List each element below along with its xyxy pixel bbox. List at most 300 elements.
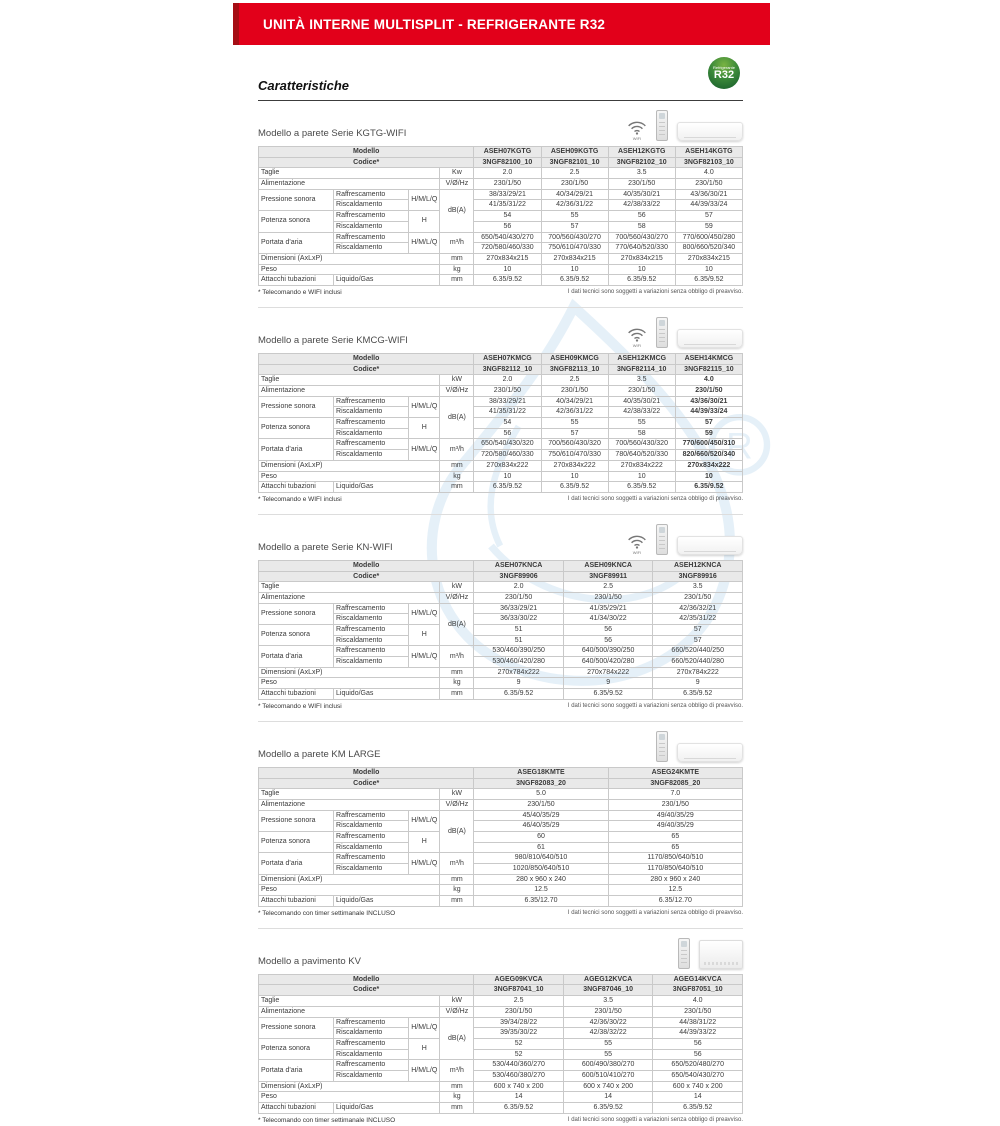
model-code: 3NGF87046_10 — [563, 985, 653, 996]
footnote: * Telecomando e WIFI inclusi — [258, 702, 342, 710]
spec-table-kmcg — [258, 353, 743, 493]
sub-label-raffrescamento: Raffrescamento — [334, 603, 409, 614]
spec-table-kv — [258, 974, 743, 1114]
row-label-taglie: Taglie — [259, 375, 440, 386]
model-name: ASEH12KNCA — [653, 560, 743, 571]
sub-label-liquido-gas: Liquido/Gas — [334, 896, 440, 907]
sub-label-liquido-gas: Liquido/Gas — [334, 482, 440, 493]
row-label-taglie: Taglie — [259, 996, 440, 1007]
footnote: * Telecomando con timer settimanale INCLUSO — [258, 1116, 396, 1124]
sub-label-riscaldamento: Riscaldamento — [334, 864, 409, 875]
section-icons — [627, 524, 743, 555]
remote-control-icon — [656, 317, 668, 348]
unit-kw: kW — [440, 996, 474, 1007]
portata-raffrescamento-value: 640/500/390/250 — [563, 646, 653, 657]
potenza-raffrescamento-value: 55 — [541, 211, 608, 222]
pressione-riscaldamento-value: 41/34/30/22 — [563, 614, 653, 625]
portata-raffrescamento-value: 530/460/390/250 — [474, 646, 564, 657]
remote-control-icon — [656, 524, 668, 555]
row-label-dimensioni: Dimensioni (AxLxP) — [259, 1081, 440, 1092]
model-name: ASEH14KGTG — [675, 147, 742, 158]
unit-m3h: m³/h — [440, 232, 474, 253]
potenza-riscaldamento-value: 56 — [563, 635, 653, 646]
model-name: ASEH12KMCG — [608, 353, 675, 364]
dimensioni-value: 600 x 740 x 200 — [474, 1081, 564, 1092]
potenza-riscaldamento-value: 59 — [675, 428, 742, 439]
pressione-raffrescamento-value: 43/36/30/21 — [675, 396, 742, 407]
attacchi-value: 6.35/9.52 — [474, 689, 564, 700]
section-title: Modello a parete Serie KMCG-WIFI — [258, 334, 408, 346]
potenza-raffrescamento-value: 65 — [608, 831, 742, 842]
model-name: ASEG18KMTE — [474, 767, 608, 778]
unit-kg: kg — [440, 885, 474, 896]
disclaimer: I dati tecnici sono soggetti a variazioni senza obbligo di preavviso. — [567, 702, 743, 709]
dimensioni-value: 270x784x222 — [653, 667, 743, 678]
pressione-riscaldamento-value: 36/33/30/22 — [474, 614, 564, 625]
section-header — [258, 524, 743, 555]
model-code: 3NGF89906 — [474, 571, 564, 582]
pressione-raffrescamento-value: 40/34/29/21 — [541, 189, 608, 200]
unit-kw: kW — [440, 582, 474, 593]
alimentazione-value: 230/1/50 — [608, 386, 675, 397]
unit-m3h: m³/h — [440, 646, 474, 667]
dimensioni-value: 270x834x215 — [608, 253, 675, 264]
qualifier-hmlq: H/M/L/Q — [409, 1017, 440, 1038]
taglie-value: 7.0 — [608, 789, 742, 800]
dimensioni-value: 270x834x215 — [541, 253, 608, 264]
section-header — [258, 317, 743, 348]
portata-raffrescamento-value: 600/490/380/270 — [563, 1060, 653, 1071]
model-code: 3NGF89911 — [563, 571, 653, 582]
unit-voltage: V/Ø/Hz — [440, 592, 474, 603]
footnote: * Telecomando con timer settimanale INCLUSO — [258, 909, 396, 917]
peso-value: 10 — [675, 471, 742, 482]
portata-riscaldamento-value: 820/660/520/340 — [675, 450, 742, 461]
unit-dba: dB(A) — [440, 1017, 474, 1060]
section-footer — [258, 1117, 743, 1126]
sub-label-riscaldamento: Riscaldamento — [334, 407, 409, 418]
row-label-modello: Modello — [259, 560, 474, 571]
wall-unit-image — [677, 329, 743, 348]
alimentazione-value: 230/1/50 — [474, 592, 564, 603]
sub-label-riscaldamento: Riscaldamento — [334, 450, 409, 461]
potenza-raffrescamento-value: 56 — [608, 211, 675, 222]
section-title: Modello a parete Serie KGTG-WIFI — [258, 128, 407, 139]
row-label-alimentazione: Alimentazione — [259, 386, 440, 397]
sub-label-riscaldamento: Riscaldamento — [334, 821, 409, 832]
row-label-taglie: Taglie — [259, 168, 440, 179]
wifi-label: WIFI — [632, 342, 642, 348]
attacchi-value: 6.35/9.52 — [541, 275, 608, 286]
model-name: ASEG24KMTE — [608, 767, 742, 778]
sub-label-riscaldamento: Riscaldamento — [334, 200, 409, 211]
model-code: 3NGF82115_10 — [675, 364, 742, 375]
alimentazione-value: 230/1/50 — [653, 1006, 743, 1017]
row-label-codice: Codice* — [259, 985, 474, 996]
unit-mm: mm — [440, 482, 474, 493]
model-code: 3NGF87051_10 — [653, 985, 743, 996]
attacchi-value: 6.35/9.52 — [563, 1103, 653, 1114]
alimentazione-value: 230/1/50 — [541, 386, 608, 397]
alimentazione-value: 230/1/50 — [474, 799, 608, 810]
r32-badge-subtitle: Refrigerante — [712, 64, 735, 70]
pressione-raffrescamento-value: 49/40/35/29 — [608, 810, 742, 821]
wifi-label: WIFI — [632, 549, 642, 555]
unit-voltage: V/Ø/Hz — [440, 1006, 474, 1017]
unit-dba: dB(A) — [440, 603, 474, 646]
disclaimer: I dati tecnici sono soggetti a variazioni senza obbligo di preavviso. — [567, 909, 743, 916]
potenza-raffrescamento-value: 54 — [474, 418, 541, 429]
portata-riscaldamento-value: 770/640/520/330 — [608, 243, 675, 254]
unit-kw: Kw — [440, 168, 474, 179]
taglie-value: 2.5 — [474, 996, 564, 1007]
taglie-value: 4.0 — [653, 996, 743, 1007]
peso-value: 9 — [563, 678, 653, 689]
unit-m3h: m³/h — [440, 853, 474, 874]
sub-label-raffrescamento: Raffrescamento — [334, 1060, 409, 1071]
potenza-riscaldamento-value: 57 — [541, 428, 608, 439]
sub-label-riscaldamento: Riscaldamento — [334, 657, 409, 668]
unit-kg: kg — [440, 264, 474, 275]
model-code: 3NGF82102_10 — [608, 157, 675, 168]
unit-mm: mm — [440, 253, 474, 264]
dimensioni-value: 270x834x215 — [675, 253, 742, 264]
section-kn-wifi — [258, 514, 743, 712]
model-name: ASEH07KMCG — [474, 353, 541, 364]
potenza-raffrescamento-value: 60 — [474, 831, 608, 842]
portata-raffrescamento-value: 660/520/440/250 — [653, 646, 743, 657]
portata-raffrescamento-value: 650/540/430/270 — [474, 232, 541, 243]
taglie-value: 2.5 — [563, 582, 653, 593]
pressione-riscaldamento-value: 44/39/33/24 — [675, 200, 742, 211]
unit-kg: kg — [440, 1092, 474, 1103]
unit-mm: mm — [440, 275, 474, 286]
section-kgtg-wifi — [258, 101, 743, 298]
portata-riscaldamento-value: 530/460/420/280 — [474, 657, 564, 668]
row-label-modello: Modello — [259, 974, 474, 985]
dimensioni-value: 600 x 740 x 200 — [563, 1081, 653, 1092]
unit-dba: dB(A) — [440, 189, 474, 232]
section-title: Modello a pavimento KV — [258, 955, 361, 967]
potenza-raffrescamento-value: 56 — [563, 625, 653, 636]
disclaimer: I dati tecnici sono soggetti a variazioni senza obbligo di preavviso. — [567, 1116, 743, 1123]
pressione-raffrescamento-value: 38/33/29/21 — [474, 396, 541, 407]
potenza-riscaldamento-value: 52 — [474, 1049, 564, 1060]
pressione-raffrescamento-value: 40/35/30/21 — [608, 189, 675, 200]
potenza-riscaldamento-value: 61 — [474, 842, 608, 853]
potenza-riscaldamento-value: 57 — [541, 221, 608, 232]
attacchi-value: 6.35/9.52 — [675, 275, 742, 286]
row-label-portata-aria: Portata d'aria — [259, 853, 334, 874]
pressione-riscaldamento-value: 49/40/35/29 — [608, 821, 742, 832]
qualifier-hmlq: H/M/L/Q — [409, 810, 440, 831]
pressione-raffrescamento-value: 43/36/30/21 — [675, 189, 742, 200]
sub-label-raffrescamento: Raffrescamento — [334, 1038, 409, 1049]
qualifier-hmlq: H/M/L/Q — [409, 1060, 440, 1081]
portata-raffrescamento-value: 700/560/430/270 — [541, 232, 608, 243]
model-code: 3NGF82113_10 — [541, 364, 608, 375]
potenza-riscaldamento-value: 56 — [474, 428, 541, 439]
attacchi-value: 6.35/9.52 — [474, 275, 541, 286]
portata-raffrescamento-value: 770/600/450/280 — [675, 232, 742, 243]
attacchi-value: 6.35/9.52 — [608, 275, 675, 286]
pressione-riscaldamento-value: 42/38/33/22 — [608, 407, 675, 418]
pressione-riscaldamento-value: 41/35/31/22 — [474, 200, 541, 211]
dimensioni-value: 270x834x222 — [541, 460, 608, 471]
taglie-value: 3.5 — [653, 582, 743, 593]
peso-value: 14 — [653, 1092, 743, 1103]
section-icons — [678, 938, 743, 969]
potenza-raffrescamento-value: 55 — [608, 418, 675, 429]
section-icons — [627, 317, 743, 348]
sub-label-liquido-gas: Liquido/Gas — [334, 689, 440, 700]
sub-label-raffrescamento: Raffrescamento — [334, 810, 409, 821]
model-code: 3NGF82085_20 — [608, 778, 742, 789]
sub-label-raffrescamento: Raffrescamento — [334, 189, 409, 200]
potenza-riscaldamento-value: 56 — [653, 1049, 743, 1060]
attacchi-value: 6.35/9.52 — [653, 689, 743, 700]
footnote: * Telecomando e WIFI inclusi — [258, 495, 342, 503]
attacchi-value: 6.35/9.52 — [474, 482, 541, 493]
row-label-pressione-sonora: Pressione sonora — [259, 396, 334, 417]
potenza-raffrescamento-value: 56 — [653, 1038, 743, 1049]
model-name: ASEH07KNCA — [474, 560, 564, 571]
sub-label-riscaldamento: Riscaldamento — [334, 221, 409, 232]
spec-table-km-large — [258, 767, 743, 907]
portata-riscaldamento-value: 780/640/520/330 — [608, 450, 675, 461]
row-label-pressione-sonora: Pressione sonora — [259, 1017, 334, 1038]
sub-label-raffrescamento: Raffrescamento — [334, 439, 409, 450]
dimensioni-value: 270x834x222 — [608, 460, 675, 471]
portata-raffrescamento-value: 980/810/640/510 — [474, 853, 608, 864]
section-km-large — [258, 721, 743, 919]
peso-value: 10 — [474, 471, 541, 482]
qualifier-h: H — [409, 1038, 440, 1059]
portata-riscaldamento-value: 530/460/380/270 — [474, 1070, 564, 1081]
section-header — [258, 938, 743, 969]
portata-raffrescamento-value: 700/560/430/320 — [608, 439, 675, 450]
potenza-riscaldamento-value: 65 — [608, 842, 742, 853]
sub-label-liquido-gas: Liquido/Gas — [334, 1103, 440, 1114]
attacchi-value: 6.35/9.52 — [563, 689, 653, 700]
attacchi-value: 6.35/12.70 — [608, 896, 742, 907]
unit-m3h: m³/h — [440, 1060, 474, 1081]
pressione-riscaldamento-value: 42/35/31/22 — [653, 614, 743, 625]
unit-voltage: V/Ø/Hz — [440, 179, 474, 190]
row-label-peso: Peso — [259, 678, 440, 689]
taglie-value: 2.0 — [474, 582, 564, 593]
row-label-attacchi-tubazioni: Attacchi tubazioni — [259, 1103, 334, 1114]
disclaimer: I dati tecnici sono soggetti a variazioni senza obbligo di preavviso. — [567, 288, 743, 295]
peso-value: 14 — [474, 1092, 564, 1103]
wifi-icon — [627, 120, 647, 141]
peso-value: 12.5 — [608, 885, 742, 896]
portata-riscaldamento-value: 720/580/460/330 — [474, 450, 541, 461]
model-code: 3NGF82083_20 — [474, 778, 608, 789]
section-footer — [258, 496, 743, 505]
unit-dba: dB(A) — [440, 396, 474, 439]
pressione-riscaldamento-value: 46/40/35/29 — [474, 821, 608, 832]
spec-table-kn — [258, 560, 743, 700]
potenza-riscaldamento-value: 57 — [653, 635, 743, 646]
peso-value: 10 — [675, 264, 742, 275]
qualifier-h: H — [409, 418, 440, 439]
model-name: ASEH12KGTG — [608, 147, 675, 158]
row-label-potenza-sonora: Potenza sonora — [259, 625, 334, 646]
dimensioni-value: 280 x 960 x 240 — [474, 874, 608, 885]
row-label-portata-aria: Portata d'aria — [259, 439, 334, 460]
taglie-value: 4.0 — [675, 168, 742, 179]
portata-raffrescamento-value: 700/560/430/320 — [541, 439, 608, 450]
sub-label-riscaldamento: Riscaldamento — [334, 1028, 409, 1039]
pressione-raffrescamento-value: 45/40/35/29 — [474, 810, 608, 821]
portata-riscaldamento-value: 600/510/410/270 — [563, 1070, 653, 1081]
portata-riscaldamento-value: 1170/850/640/510 — [608, 864, 742, 875]
section-footer — [258, 910, 743, 919]
pressione-raffrescamento-value: 38/33/29/21 — [474, 189, 541, 200]
model-name: ASEH14KMCG — [675, 353, 742, 364]
row-label-potenza-sonora: Potenza sonora — [259, 211, 334, 232]
model-name: AGEG14KVCA — [653, 974, 743, 985]
wifi-label: WIFI — [632, 136, 642, 141]
dimensioni-value: 270x834x215 — [474, 253, 541, 264]
sub-label-riscaldamento: Riscaldamento — [334, 243, 409, 254]
pressione-riscaldamento-value: 42/38/32/22 — [563, 1028, 653, 1039]
portata-riscaldamento-value: 800/660/520/340 — [675, 243, 742, 254]
floor-unit-image — [699, 940, 743, 969]
alimentazione-value: 230/1/50 — [474, 179, 541, 190]
peso-value: 10 — [608, 471, 675, 482]
alimentazione-value: 230/1/50 — [563, 592, 653, 603]
unit-kg: kg — [440, 471, 474, 482]
potenza-raffrescamento-value: 57 — [653, 625, 743, 636]
portata-raffrescamento-value: 700/560/430/270 — [608, 232, 675, 243]
alimentazione-value: 230/1/50 — [474, 386, 541, 397]
row-label-alimentazione: Alimentazione — [259, 179, 440, 190]
portata-raffrescamento-value: 530/440/360/270 — [474, 1060, 564, 1071]
taglie-value: 3.5 — [563, 996, 653, 1007]
sub-label-raffrescamento: Raffrescamento — [334, 831, 409, 842]
portata-raffrescamento-value: 1170/850/640/510 — [608, 853, 742, 864]
qualifier-hmlq: H/M/L/Q — [409, 646, 440, 667]
row-label-peso: Peso — [259, 264, 440, 275]
potenza-raffrescamento-value: 55 — [541, 418, 608, 429]
alimentazione-value: 230/1/50 — [675, 179, 742, 190]
row-label-alimentazione: Alimentazione — [259, 1006, 440, 1017]
potenza-riscaldamento-value: 58 — [608, 221, 675, 232]
section-icons — [656, 731, 743, 762]
taglie-value: 3.5 — [608, 375, 675, 386]
row-label-attacchi-tubazioni: Attacchi tubazioni — [259, 482, 334, 493]
sub-label-riscaldamento: Riscaldamento — [334, 842, 409, 853]
portata-riscaldamento-value: 640/500/420/280 — [563, 657, 653, 668]
attacchi-value: 6.35/9.52 — [675, 482, 742, 493]
sub-label-raffrescamento: Raffrescamento — [334, 1017, 409, 1028]
spec-table-kgtg — [258, 146, 743, 286]
peso-value: 9 — [653, 678, 743, 689]
taglie-value: 2.0 — [474, 168, 541, 179]
model-code: 3NGF82101_10 — [541, 157, 608, 168]
page-header-title: UNITÀ INTERNE MULTISPLIT - REFRIGERANTE R32 — [263, 16, 606, 32]
portata-riscaldamento-value: 750/610/470/330 — [541, 450, 608, 461]
page-title: Caratteristiche — [258, 78, 350, 93]
wifi-icon — [627, 327, 647, 348]
unit-m3h: m³/h — [440, 439, 474, 460]
row-label-potenza-sonora: Potenza sonora — [259, 831, 334, 852]
r32-badge-label: R32 — [713, 68, 735, 81]
remote-control-icon — [656, 731, 668, 762]
alimentazione-value: 230/1/50 — [541, 179, 608, 190]
pressione-raffrescamento-value: 36/33/29/21 — [474, 603, 564, 614]
wifi-icon — [627, 534, 647, 555]
pressione-riscaldamento-value: 42/38/33/22 — [608, 200, 675, 211]
model-name: ASEH07KGTG — [474, 147, 541, 158]
unit-mm: mm — [440, 460, 474, 471]
peso-value: 10 — [541, 471, 608, 482]
pressione-riscaldamento-value: 42/36/31/22 — [541, 407, 608, 418]
peso-value: 10 — [608, 264, 675, 275]
wall-unit-image — [677, 743, 743, 762]
sub-label-raffrescamento: Raffrescamento — [334, 625, 409, 636]
sub-label-raffrescamento: Raffrescamento — [334, 418, 409, 429]
page-header-banner — [233, 3, 770, 45]
footnote: * Telecomando e WIFI inclusi — [258, 288, 342, 296]
row-label-potenza-sonora: Potenza sonora — [259, 1038, 334, 1059]
qualifier-hmlq: H/M/L/Q — [409, 439, 440, 460]
row-label-codice: Codice* — [259, 778, 474, 789]
row-label-attacchi-tubazioni: Attacchi tubazioni — [259, 275, 334, 286]
taglie-value: 2.5 — [541, 375, 608, 386]
dimensioni-value: 600 x 740 x 200 — [653, 1081, 743, 1092]
row-label-dimensioni: Dimensioni (AxLxP) — [259, 253, 440, 264]
pressione-raffrescamento-value: 39/34/28/22 — [474, 1017, 564, 1028]
sub-label-riscaldamento: Riscaldamento — [334, 635, 409, 646]
row-label-modello: Modello — [259, 147, 474, 158]
model-name: AGEG12KVCA — [563, 974, 653, 985]
sub-label-raffrescamento: Raffrescamento — [334, 853, 409, 864]
unit-mm: mm — [440, 667, 474, 678]
unit-mm: mm — [440, 896, 474, 907]
peso-value: 10 — [474, 264, 541, 275]
qualifier-hmlq: H/M/L/Q — [409, 189, 440, 210]
pressione-raffrescamento-value: 42/36/32/21 — [653, 603, 743, 614]
taglie-value: 2.5 — [541, 168, 608, 179]
portata-raffrescamento-value: 650/540/430/320 — [474, 439, 541, 450]
peso-value: 10 — [541, 264, 608, 275]
sub-label-raffrescamento: Raffrescamento — [334, 646, 409, 657]
row-label-pressione-sonora: Pressione sonora — [259, 189, 334, 210]
row-label-peso: Peso — [259, 1092, 440, 1103]
row-label-peso: Peso — [259, 471, 440, 482]
row-label-pressione-sonora: Pressione sonora — [259, 603, 334, 624]
unit-dba: dB(A) — [440, 810, 474, 853]
unit-kw: kW — [440, 375, 474, 386]
attacchi-value: 6.35/12.70 — [474, 896, 608, 907]
potenza-raffrescamento-value: 57 — [675, 418, 742, 429]
model-code: 3NGF89916 — [653, 571, 743, 582]
dimensioni-value: 270x834x222 — [675, 460, 742, 471]
portata-raffrescamento-value: 770/600/450/310 — [675, 439, 742, 450]
section-header — [258, 731, 743, 762]
row-label-attacchi-tubazioni: Attacchi tubazioni — [259, 896, 334, 907]
dimensioni-value: 270x834x222 — [474, 460, 541, 471]
potenza-riscaldamento-value: 58 — [608, 428, 675, 439]
qualifier-h: H — [409, 625, 440, 646]
section-footer — [258, 703, 743, 712]
model-code: 3NGF82112_10 — [474, 364, 541, 375]
sub-label-riscaldamento: Riscaldamento — [334, 1070, 409, 1081]
taglie-value: 5.0 — [474, 789, 608, 800]
